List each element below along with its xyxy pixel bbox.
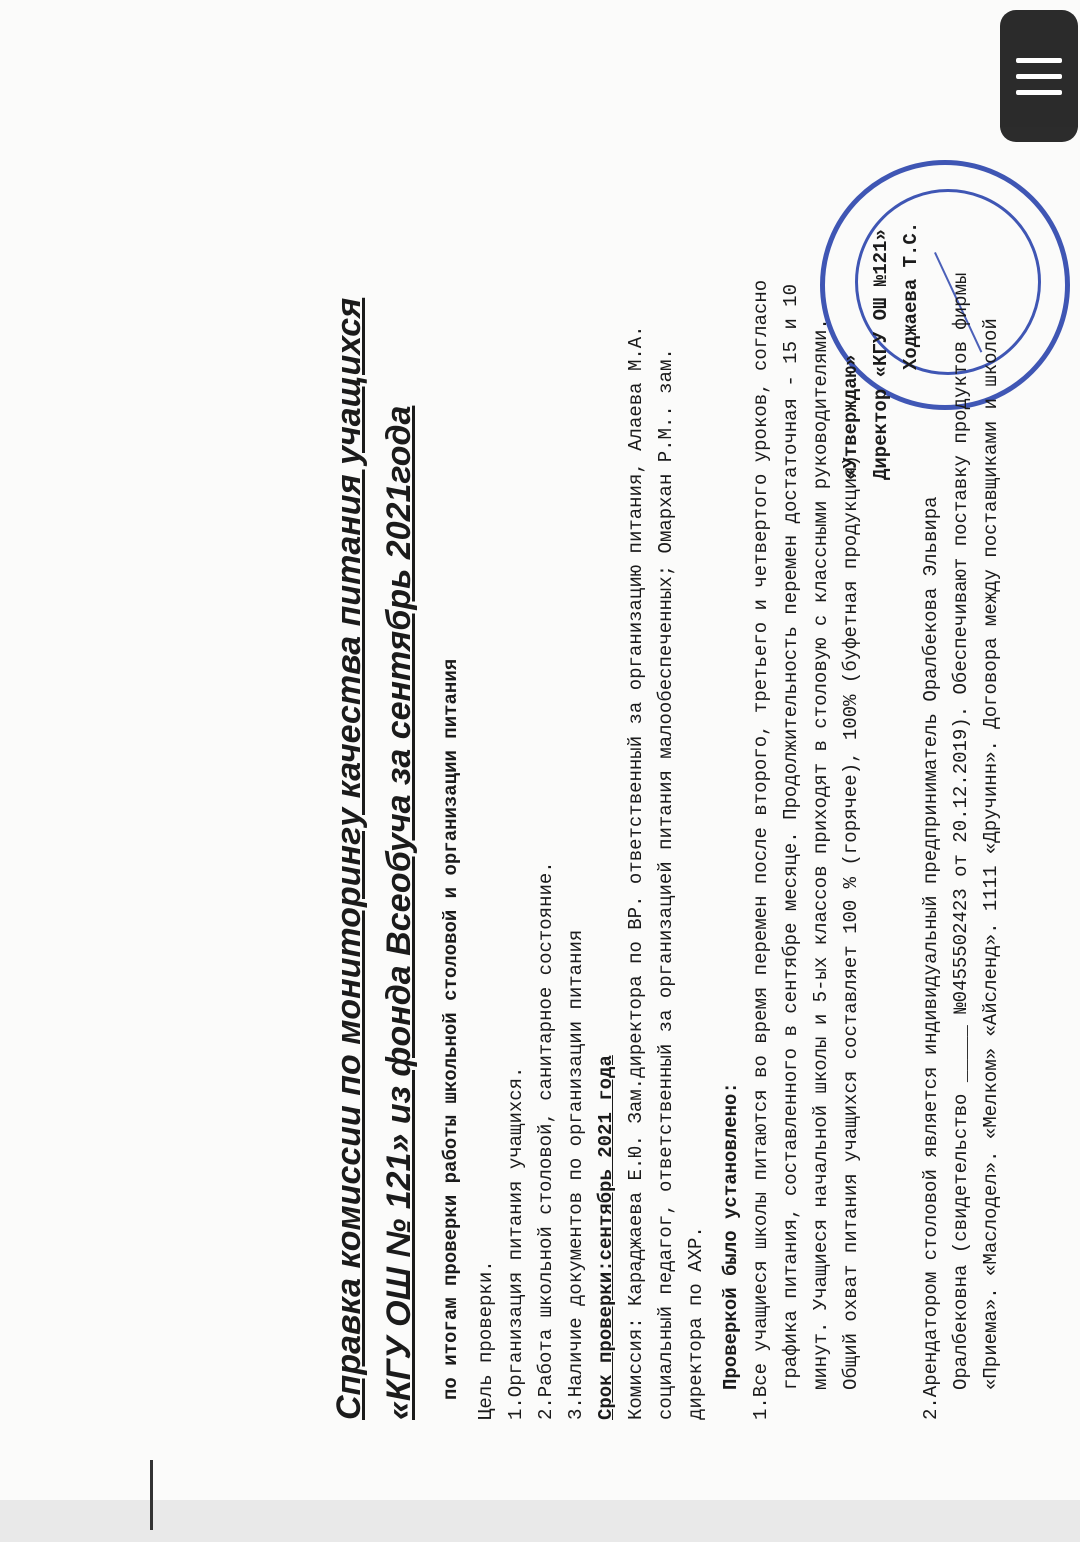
para2-line: 2.Арендатором столовой является индивидуальный предприниматель Оралбекова Эльвира: [920, 496, 942, 1420]
director-name: Ходжаева Т.С.: [900, 221, 922, 370]
para2-line: Оралбековна (свидетельство _____ №0455502423 от 20.12.2019). Обеспечивают поставку продуктов фирмы: [950, 272, 972, 1390]
goal-label: Цель проверки.: [475, 1260, 497, 1420]
doc-subtitle: по итогам проверки работы школьной столовой и организации питания: [440, 658, 462, 1400]
goal-item: 1.Организация питания учащихся.: [505, 1066, 527, 1420]
para1-line: 1.Все учащиеся школы питаются во время перемен после второго, третьего и четвертого уроков, согласно: [750, 279, 772, 1420]
page-edge: [0, 1500, 1080, 1542]
pen-mark: [150, 1460, 153, 1530]
para1-line: графика питания, составленного в сентябре месяце. Продолжительность перемен достаточная - 15 и 10: [780, 284, 802, 1390]
commission-line: Комиссия: Караджаева Е.Ю. Зам.директора по ВР. ответственный за организацию питания, Алаева М.А.: [625, 325, 647, 1420]
rotated-document: [80, 80, 1000, 1460]
para1-line: Общий охват питания учащихся составляет 100 % (горячее), 100% (буфетная продукция): [840, 455, 862, 1390]
director-label: Директор «КГУ ОШ №121»: [870, 229, 892, 480]
goal-item: 3.Наличие документов по организации питания: [565, 929, 587, 1420]
commission-line: директора по АХР.: [685, 1226, 707, 1420]
term-line: Срок проверки:сентябрь 2021 года: [595, 1055, 617, 1420]
approve-label: «Утверждаю»: [840, 354, 862, 480]
doc-title-1: Справка комиссии по мониторингу качества питания учащихся: [330, 297, 368, 1420]
goal-item: 2.Работа школьной столовой, санитарное состояние.: [535, 861, 557, 1420]
doc-title-2: «КГУ ОШ № 121» из фонда Всеобуча за сентябрь 2021года: [380, 405, 418, 1420]
menu-icon: [1016, 74, 1062, 79]
para2-line: «Приема». «Маслодел». «Мелком» «Айсленд». 1111 «Дручинн». Договора между поставщиками и школой: [980, 318, 1002, 1390]
commission-line: социальный педагог, ответственный за организацией питания малообеспеченных; Омархан Р.М.. зам.: [655, 348, 677, 1420]
menu-icon: [1016, 90, 1062, 95]
menu-button[interactable]: [1000, 10, 1078, 142]
menu-icon: [1016, 58, 1062, 63]
established-label: Проверкой было установлено:: [720, 1082, 742, 1390]
para1-line: минут. Учащиеся начальной школы и 5-ых классов приходят в столовую с классными руководителями.: [810, 318, 832, 1390]
